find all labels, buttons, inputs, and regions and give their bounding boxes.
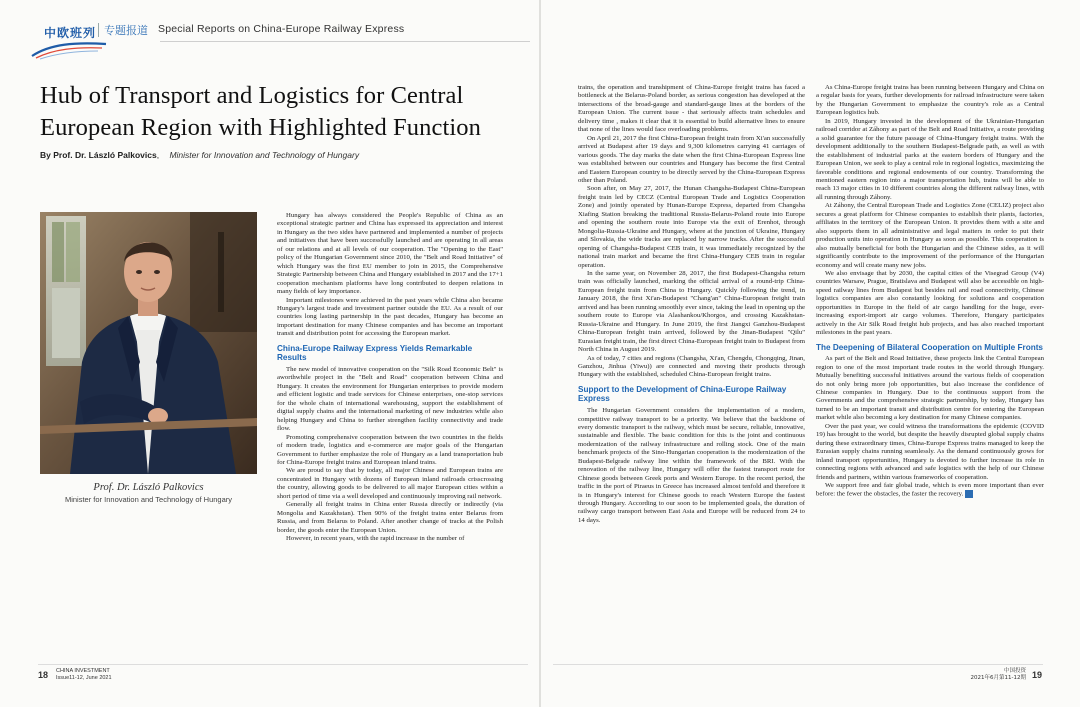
photo-caption-name: Prof. Dr. László Palkovics (93, 482, 204, 493)
paragraph: As China-Europe freight trains has been running between Hungary and China on a regular basis for years, further developments for railroad infrastructure were taken by the Hungarian Government to emphasize the country's role as a Central European logistics hub. (816, 84, 1044, 117)
author-portrait (40, 212, 257, 474)
publication-info-right (970, 668, 1026, 682)
header-rule (160, 41, 530, 42)
byline-role: Minister for Innovation and Technology of Hungary (169, 150, 360, 160)
text-column-1 (277, 212, 503, 650)
paragraph: However, in recent years, with the rapid increase in the number of (286, 535, 465, 543)
paragraph: Soon after, on May 27, 2017, the Hunan Changsha-Budapest China-European freight train led by CECZ (Central European Trade and Logistics Cooperation Zone) and jointly operated by Hunan-Europe Express, departed from Changsha Xiafing Station breaking the traditional Russia-Belarus-Poland route into Europe and opening the southern route into Europe via the exit of Erenhot, through Mongolia-Russia-Ukraine and Hungary, where at the junction of Ukraine, Hungary and Slovakia, the wide tracks are replaced by narrow tracks. After the successful opening of Changsha-Budapest CEB train, it was immediately recognized by the national train market and became the first China-Hungary CEB train in regular operation. (578, 185, 805, 269)
publication-name-zh: 中国投资 (1003, 668, 1026, 674)
photo-caption-role: Minister for Innovation and Technology of Hungary (64, 495, 233, 504)
paragraph: Over the past year, we could witness the transformations the epidemic (COVID 19) has brought to the world, but despite the heavily disrupted global supply chains during these extraordinary times, China-Europe Express trains managed to keep the Eurasian supply chains running seamlessly. As the demand continuously grows for inland transport opportunities, Hungary is devoted to further increase its role in connecting regions with advanced and safe logistics with the help of our Chinese friends and partners, within various frameworks of cooperation. (816, 422, 1044, 481)
page-gutter (539, 0, 541, 707)
page-number-right: 19 (1032, 670, 1043, 680)
portrait-illustration (40, 212, 257, 474)
paragraph (816, 482, 1044, 499)
train-swoosh-icon (30, 38, 110, 60)
subheading: The Deepening of Bilateral Cooperation on Multiple Fronts (816, 342, 1043, 352)
paragraph: In the same year, on November 28, 2017, the first Budapest-Changsha return train was officially launched, marking the official arrival of a round-trip China-European freight train from China to Hungary. Quickly following the trend, in January 2018, the first Xi'an-Budapest "Chang'an" China-European freight train arrived and has been running smoothly ever since, taking the lead in opening up the southern route to Europe via Alashankou/Khorgos, and crossing Kazakhstan-Russia-Ukraine and Hungary. In June 2019, the first Jiangxi Ganzhou-Budapest China-European freight train arrived, followed by the Jinan-Budapest "Qilu" Eurasian freight train, the first direct China-European freight train to Budapest from North China in August 2019. (578, 269, 805, 354)
end-of-article-icon (965, 490, 973, 498)
text-column-3 (816, 84, 1044, 660)
paragraph: In 2019, Hungary invested in the development of the Ukrainian-Hungarian railroad corridor at Záhony as part of the Belt and Road Initiative, a route providing a solid guarantee for the future passage of China-Hungary freight trains. With the development additionally to the southern Budapest-Belgrade path, as well as with the establishment of industrial parks at the eastern borders of Hungary and the European Union, we seek to play a central role in regional logistics, maximizing the favorable conditions and regional endowments of our country. Transforming the mentioned eastern region into a major transportation hub, trains will be able to reach 13 major cities in 10 different countries along the different railway lines, with all running through Záhony. (816, 117, 1044, 201)
subheading: China-Europe Railway Express Yields Remarkable Results (277, 343, 473, 363)
paragraph: On April 21, 2017 the first China-European freight train from Xi'an successfully arrived at Budapest after 19 days and 9,300 kilometres carrying 41 carriages of various goods. The day marks the date when the first China-European Express line was established between our countries and Hungary has become the first Central and Eastern European country to be directly served by the China-European Express other than Poland. (578, 134, 805, 184)
publication-issue-zh: 2021年6月第11-12期 (970, 675, 1026, 681)
paragraph: We also envisage that by 2030, the capital cities of the Visegrad Group (V4) countries Warsaw, Prague, Bratislava and Budapest will also be accessible on high-speed railway lines from Budapest but besides rail and road connectivity, Chinese logistics companies are also constantly looking for solutions and cooperation opportunities in Europe in the field of air cargo handling for the huge, ever-increasing export-import air cargo volumes. Therefore, Hungary participates actively in the Air Silk Road freight hub projects, and has also reached important milestones in the past years. (816, 269, 1044, 337)
paragraph: We are proud to say that by today, all major Chinese and European trains are concentrated in Hungary with dozens of European inland railroads crisscrossing the country, allowing goods to be delivered to all major European cities within a short period of time via a well developed and continuously improving rail network. (277, 467, 503, 500)
paragraph: Promoting comprehensive cooperation between the two countries in the fields of modern trade, logistics and e-commerce are major goals of the Hungarian Government to further emphasize the role of Hungary as a land transportation hub for China-Europe freight trains and European inland trains. (277, 433, 503, 466)
publication-info-left (56, 668, 112, 682)
paragraph: Generally all freight trains in China enter Russia directly or indirectly (via Mongolia and Kazakhstan). Then 90% of the freight trains enter Belarus from Russia, and from Belarus to Poland. After another change of tracks at the Polish border, the goods enter the European Union. (277, 501, 503, 534)
paragraph: As part of the Belt and Road Initiative, these projects link the Central European region to one of the most important trade routes in the world through Hungary. Mutually benefiting successful initiatives around the various fields of cooperation do not only bring more job opportunities, but also increase the confidence of Chinese companies in Hungary. Due to the continuous support from the Governments and the comprehensive strategic partnership, by today, Hungary has turned to be an important transit and distribution centre for entering the European market while also becoming a key destination for many Chinese companies. (816, 355, 1044, 422)
brand-logo-text: 中欧班列 (44, 26, 97, 40)
section-label-zh: 专题报道 (104, 24, 148, 37)
paragraph: Important milestones were achieved in the past years while China also became Hungary's largest trade and investment partner outside the EU. As a result of our countries long lasting partnership in the past decades, Hungary has become an important destination for many Chinese companies and has become an important transit and distribution point for accessing the European market. (277, 296, 503, 338)
publication-name: CHINA INVESTMENT (56, 668, 110, 674)
paragraph: At Záhony, the Central European Trade and Logistics Zone (CELIZ) project also secures a great platform for Chinese companies to establish their plants, factories, affiliates in the territory of the European Union. It provides them with a site and also supports them in all administrative and legal matters in order to put their production units into operation in Hungary as soon as possible. This cooperation is also mutually beneficial for both the Hungarian and the Chinese sides, as it will significantly contribute to the improvement of the performance of the Hungarian economy and will create many new jobs. (816, 202, 1044, 269)
footer-rule-left (38, 664, 528, 665)
text-column-2 (578, 84, 805, 654)
article-title: Hub of Transport and Logistics for Central European Region with Highlighted Function (40, 82, 481, 141)
byline-author: By Prof. Dr. László Palkovics (40, 150, 157, 160)
publication-issue: Issue11-12, June 2021 (56, 675, 112, 681)
byline (40, 150, 359, 160)
paragraph: Hungary has always considered the People's Republic of China as an exceptional strategic partner and China has expressed its appreciation and interest in Hungary as the two sides have partnered and implemented a number of projects and initiatives that have been successfully launched and are operating in all areas of our relations and at all levels of our cooperation. The "Opening to the East" policy of the Hungarian Government since 2010, the "Belt and Road Initiative" of which Hungary was the first EU member to join in 2015, the Comprehensive Strategic Partnership between China and Hungary established in 2017 and the 17+1 cooperation mechanism platforms have long contributed to deepen relations in many fields of key importance. (277, 212, 503, 296)
footer-rule-right (553, 664, 1043, 665)
paragraph: The Hungarian Government considers the implementation of a modern, competitive railway transport to be a priority. We believe that the backbone of every domestic transport is the railway, which must be secure, reliable, innovative, sustainable and flexible. The basic condition for this is the joint and continuous modernization of the railway infrastructure and rolling stock. One of the main benchmark projects of the Sino-Hungarian cooperation is the modernization of the Budapest-Belgrade railway line within the framework of the BRI. With the renovation of the railway line, Hungary will offer the fastest transport route for Chinese goods between Greek ports and Western Europe. In the recent period, the traffic in the port of Piraeus in Greece has increased almost tenfold and therefore it is in Hungary's interest for Chinese goods to reach Western Europe the fastest through Hungary. According to our soon to be implemented goals, the duration of railway cargo transport between East Asia and Europe will be reduced from 24 to 14 days. (578, 407, 805, 524)
header-separator (98, 23, 99, 37)
page-number-left: 18 (38, 670, 49, 680)
paragraph: As of today, 7 cities and regions (Changsha, Xi'an, Chengdu, Chongqing, Jinan, Ganzhou, Jinhua (Yiwu)) are connected and moving their products through Hungary with the established, scheduled China-European freight trains. (578, 354, 805, 379)
byline-separator: , (156, 150, 160, 160)
subheading: Support to the Development of China-Europe Railway Express (578, 384, 787, 404)
paragraph-text: We support free and fair global trade, which is even more important than ever before: the fewer the obstacles, the faster the recovery. (816, 481, 1044, 498)
paragraph: trains, the operation and transhipment of China-Europe freight trains has faced a bottleneck at the Belarus-Poland border, as serious congestion has developed at the intersections of the broad-gauge and standard-gauge lines at the borders of the European Union. The current issue - that seriously affects train schedules and delivery time , makes it clear that it is essential to build alternative lines to ensure that none of the lines would face overloading problems. (578, 84, 805, 134)
paragraph: The new model of innovative cooperation on the "Silk Road Economic Belt" is aworthwhile project in the "Belt and Road" cooperation between China and Hungary. It creates the environment for Hungarian enterprises to provide modern and efficient logistic and trade services for Chinese enterprises, one-stop services for the whole chain of international warehousing, support the establishment of digital supply chains and the international marketing of new industries while also helping Hungary and China to further strengthen facility connectivity and trade flow. (277, 365, 503, 433)
section-label-en: Special Reports on China-Europe Railway Express (158, 23, 405, 35)
